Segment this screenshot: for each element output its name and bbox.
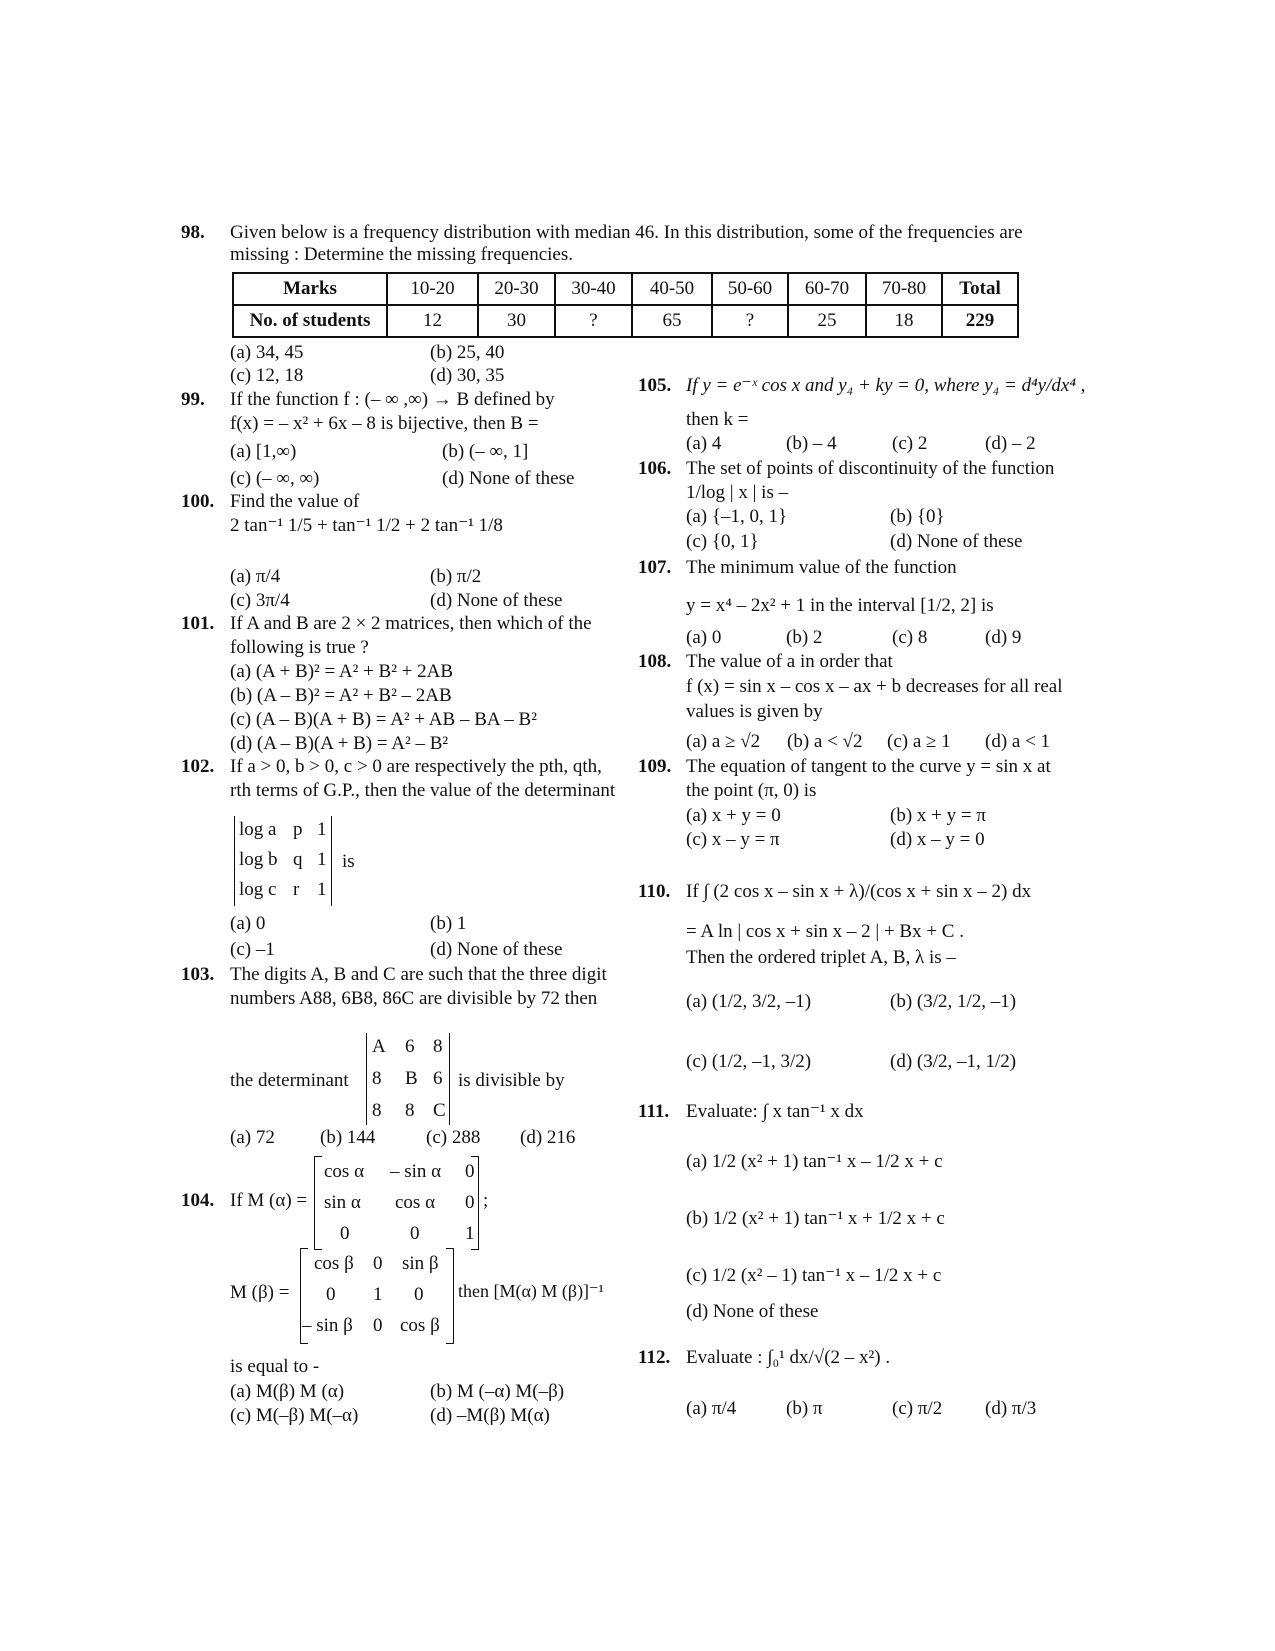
- det-cell: 6: [405, 1036, 415, 1057]
- q100-number: 100.: [181, 491, 215, 512]
- det-cell: A: [372, 1036, 386, 1057]
- det-cell: p: [293, 819, 303, 840]
- matrix-cell: – sin α: [390, 1161, 442, 1182]
- q108-option-d: (d) a < 1: [985, 731, 1051, 752]
- q110-number: 110.: [638, 881, 671, 902]
- q104-lhs-1: If M (α) =: [230, 1190, 308, 1211]
- q105-text-2: then k =: [686, 409, 749, 430]
- q105-option-d: (d) – 2: [985, 433, 1036, 454]
- q104-lhs-2: M (β) =: [230, 1282, 290, 1303]
- q108-text-3: values is given by: [686, 701, 823, 722]
- q109-option-d: (d) x – y = 0: [890, 829, 985, 850]
- q111-text: Evaluate: ∫ x tan⁻¹ x dx: [686, 1101, 864, 1122]
- matrix-cell: cos β: [400, 1315, 440, 1336]
- det-cell: 8: [372, 1068, 382, 1089]
- q100-text: Find the value of: [230, 491, 360, 512]
- q110-text-3: Then the ordered triplet A, B, λ is –: [686, 947, 956, 968]
- q103-option-d: (d) 216: [520, 1127, 576, 1148]
- table-header-cell: 70-80: [866, 273, 942, 305]
- q99-text: If the function f : (– ∞ ,∞) → B defined by: [230, 389, 555, 410]
- q106-number: 106.: [638, 458, 672, 479]
- q110-option-b: (b) (3/2, 1/2, –1): [890, 991, 1017, 1012]
- table-header-cell: 50-60: [712, 273, 788, 305]
- q104-option-c: (c) M(–β) M(–α): [230, 1405, 359, 1426]
- matrix-cell: 0: [326, 1284, 336, 1305]
- q103-pre: the determinant: [230, 1070, 349, 1091]
- matrix-cell: 0: [414, 1284, 424, 1305]
- q112-text: Evaluate : ∫₀¹ dx/√(2 – x²) .: [686, 1347, 891, 1368]
- q103-option-a: (a) 72: [230, 1127, 275, 1148]
- table-cell: ?: [555, 305, 632, 337]
- q105-option-a: (a) 4: [686, 433, 722, 454]
- det-cell: 8: [405, 1100, 415, 1121]
- table-cell: 25: [788, 305, 866, 337]
- q112-option-b: (b) π: [786, 1398, 823, 1419]
- q108-option-a: (a) a ≥ √2: [686, 731, 761, 752]
- matrix-cell: 1: [373, 1284, 383, 1305]
- q112-option-c: (c) π/2: [892, 1398, 943, 1419]
- q104-option-a: (a) M(β) M (α): [230, 1381, 345, 1402]
- matrix-cell: 0: [465, 1192, 475, 1213]
- frequency-table: [232, 272, 1019, 338]
- q98-text-2: missing : Determine the missing frequencies.: [230, 244, 573, 265]
- q105-option-b: (b) – 4: [786, 433, 837, 454]
- q110-option-a: (a) (1/2, 3/2, –1): [686, 991, 812, 1012]
- q103-text: The digits A, B and C are such that the three digit: [230, 964, 607, 985]
- q111-option-d: (d) None of these: [686, 1301, 819, 1322]
- q102-text: If a > 0, b > 0, c > 0 are respectively the pth, qth,: [230, 756, 602, 777]
- q99-number: 99.: [181, 389, 205, 410]
- q105-number: 105.: [638, 375, 672, 396]
- q99-option-a: (a) [1,∞): [230, 441, 297, 462]
- table-cell: No. of students: [233, 305, 387, 337]
- q106-text: The set of points of discontinuity of the function: [686, 458, 1055, 479]
- table-header-cell: 20-30: [478, 273, 555, 305]
- q112-option-d: (d) π/3: [985, 1398, 1037, 1419]
- matrix-cell: cos β: [314, 1253, 354, 1274]
- matrix-cell: 0: [373, 1315, 383, 1336]
- table-header-cell: 30-40: [555, 273, 632, 305]
- q102-text-2: rth terms of G.P., then the value of the determinant: [230, 780, 616, 801]
- q102-option-a: (a) 0: [230, 913, 266, 934]
- matrix-cell: cos α: [324, 1161, 365, 1182]
- q107-text-2: y = x⁴ – 2x² + 1 in the interval [1/2, 2] is: [686, 595, 994, 616]
- matrix-cell: sin β: [402, 1253, 439, 1274]
- q101-option-a: (a) (A + B)² = A² + B² + 2AB: [230, 661, 454, 682]
- q98-option-d: (d) 30, 35: [430, 365, 505, 386]
- q111-option-a: (a) 1/2 (x² + 1) tan⁻¹ x – 1/2 x + c: [686, 1151, 943, 1172]
- q102-determinant: [234, 816, 332, 906]
- q100-option-d: (d) None of these: [430, 590, 563, 611]
- q101-text: If A and B are 2 × 2 matrices, then which of the: [230, 613, 592, 634]
- q109-text: The equation of tangent to the curve y = sin x at: [686, 756, 1051, 777]
- q98-number: 98.: [181, 222, 205, 243]
- q106-text-2: 1/log | x | is –: [686, 482, 789, 503]
- q103-number: 103.: [181, 964, 215, 985]
- table-header-cell: Marks: [233, 273, 387, 305]
- q110-text-2: = A ln | cos x + sin x – 2 | + Bx + C .: [686, 921, 964, 942]
- table-row: [233, 305, 1018, 337]
- q102-is: is: [342, 851, 355, 872]
- q103-post: is divisible by: [458, 1070, 565, 1091]
- q99-option-b: (b) (– ∞, 1]: [442, 441, 529, 462]
- det-cell: 8: [372, 1100, 382, 1121]
- q101-option-c: (c) (A – B)(A + B) = A² + AB – BA – B²: [230, 709, 537, 730]
- q108-text: The value of a in order that: [686, 651, 893, 672]
- q102-number: 102.: [181, 756, 215, 777]
- q104-number: 104.: [181, 1190, 215, 1211]
- q109-option-b: (b) x + y = π: [890, 805, 986, 826]
- q107-option-d: (d) 9: [985, 627, 1022, 648]
- q107-option-b: (b) 2: [786, 627, 823, 648]
- q106-option-a: (a) {–1, 0, 1}: [686, 506, 788, 527]
- q105-option-c: (c) 2: [892, 433, 928, 454]
- table-cell: 229: [942, 305, 1018, 337]
- q107-text: The minimum value of the function: [686, 557, 957, 578]
- matrix-cell: 0: [340, 1223, 350, 1244]
- q105-text: If y = e⁻ˣ cos x and y₄ + ky = 0, where y₄ = d⁴y/dx⁴ ,: [686, 375, 1086, 396]
- bracket-left: [314, 1156, 322, 1250]
- q101-text-2: following is true ?: [230, 637, 369, 658]
- det-cell: 1: [317, 879, 327, 900]
- q106-option-d: (d) None of these: [890, 531, 1023, 552]
- q108-number: 108.: [638, 651, 672, 672]
- table-cell: 65: [632, 305, 712, 337]
- q102-option-d: (d) None of these: [430, 939, 563, 960]
- table-header-cell: 40-50: [632, 273, 712, 305]
- q108-text-2: f (x) = sin x – cos x – ax + b decreases for all real: [686, 676, 1063, 697]
- matrix-cell: 0: [373, 1253, 383, 1274]
- matrix-cell: 1: [465, 1223, 475, 1244]
- q109-text-2: the point (π, 0) is: [686, 780, 817, 801]
- q98-option-c: (c) 12, 18: [230, 365, 304, 386]
- q111-option-b: (b) 1/2 (x² + 1) tan⁻¹ x + 1/2 x + c: [686, 1208, 945, 1229]
- q109-number: 109.: [638, 756, 672, 777]
- table-header-cell: Total: [942, 273, 1018, 305]
- table-cell: ?: [712, 305, 788, 337]
- det-cell: C: [433, 1100, 446, 1121]
- matrix-cell: 0: [465, 1161, 475, 1182]
- det-cell: B: [405, 1068, 418, 1089]
- q102-option-b: (b) 1: [430, 913, 467, 934]
- q98-option-b: (b) 25, 40: [430, 342, 505, 363]
- q102-option-c: (c) –1: [230, 939, 275, 960]
- q104-option-d: (d) –M(β) M(α): [430, 1405, 550, 1426]
- q103-text-2: numbers A88, 6B8, 86C are divisible by 72 then: [230, 988, 598, 1009]
- q104-semicolon: ;: [483, 1190, 489, 1211]
- q107-option-a: (a) 0: [686, 627, 722, 648]
- table-cell: 30: [478, 305, 555, 337]
- q101-option-d: (d) (A – B)(A + B) = A² – B²: [230, 733, 449, 754]
- table-header-cell: 60-70: [788, 273, 866, 305]
- q98-option-a: (a) 34, 45: [230, 342, 304, 363]
- table-cell: 18: [866, 305, 942, 337]
- det-cell: log a: [239, 819, 277, 840]
- det-cell: log c: [239, 879, 277, 900]
- q98-text: Given below is a frequency distribution with median 46. In this distribution, some of the frequencies are: [230, 222, 1023, 243]
- q112-number: 112.: [638, 1347, 671, 1368]
- det-cell: log b: [239, 849, 278, 870]
- q103-determinant: [366, 1033, 450, 1125]
- q106-option-b: (b) {0}: [890, 506, 945, 527]
- q99-option-c: (c) (– ∞, ∞): [230, 468, 320, 489]
- q110-text: If ∫ (2 cos x – sin x + λ)/(cos x + sin x – 2) dx: [686, 881, 1032, 902]
- q101-number: 101.: [181, 613, 215, 634]
- q104-option-b: (b) M (–α) M(–β): [430, 1381, 565, 1402]
- det-cell: 8: [433, 1036, 443, 1057]
- q110-option-c: (c) (1/2, –1, 3/2): [686, 1051, 812, 1072]
- bracket-right: [471, 1156, 479, 1250]
- q103-option-c: (c) 288: [426, 1127, 481, 1148]
- table-header-cell: 10-20: [387, 273, 478, 305]
- q112-option-a: (a) π/4: [686, 1398, 737, 1419]
- q108-option-b: (b) a < √2: [787, 731, 863, 752]
- q109-option-a: (a) x + y = 0: [686, 805, 781, 826]
- q101-option-b: (b) (A – B)² = A² + B² – 2AB: [230, 685, 452, 706]
- matrix-cell: – sin β: [302, 1315, 353, 1336]
- det-cell: 1: [317, 819, 327, 840]
- q108-option-c: (c) a ≥ 1: [887, 731, 951, 752]
- matrix-cell: sin α: [324, 1192, 361, 1213]
- det-cell: 1: [317, 849, 327, 870]
- det-cell: 6: [433, 1068, 443, 1089]
- q100-option-a: (a) π/4: [230, 566, 281, 587]
- det-cell: q: [293, 849, 303, 870]
- q104-text-3: is equal to -: [230, 1356, 320, 1377]
- q99-option-d: (d) None of these: [442, 468, 575, 489]
- q107-number: 107.: [638, 557, 672, 578]
- matrix-cell: cos α: [395, 1192, 436, 1213]
- q111-option-c: (c) 1/2 (x² – 1) tan⁻¹ x – 1/2 x + c: [686, 1265, 942, 1286]
- table-cell: 12: [387, 305, 478, 337]
- q100-option-c: (c) 3π/4: [230, 590, 290, 611]
- q100-option-b: (b) π/2: [430, 566, 482, 587]
- q109-option-c: (c) x – y = π: [686, 829, 780, 850]
- q111-number: 111.: [638, 1101, 670, 1122]
- q110-option-d: (d) (3/2, –1, 1/2): [890, 1051, 1017, 1072]
- q99-text-2: f(x) = – x² + 6x – 8 is bijective, then B =: [230, 413, 539, 434]
- q103-option-b: (b) 144: [320, 1127, 376, 1148]
- q104-then: then [M(α) M (β)]⁻¹: [458, 1281, 604, 1301]
- bracket-right: [446, 1248, 454, 1344]
- det-cell: r: [293, 879, 300, 900]
- q107-option-c: (c) 8: [892, 627, 928, 648]
- q106-option-c: (c) {0, 1}: [686, 531, 759, 552]
- q100-expression: 2 tan⁻¹ 1/5 + tan⁻¹ 1/2 + 2 tan⁻¹ 1/8: [230, 515, 503, 536]
- table-header-row: [233, 273, 1018, 305]
- matrix-cell: 0: [410, 1223, 420, 1244]
